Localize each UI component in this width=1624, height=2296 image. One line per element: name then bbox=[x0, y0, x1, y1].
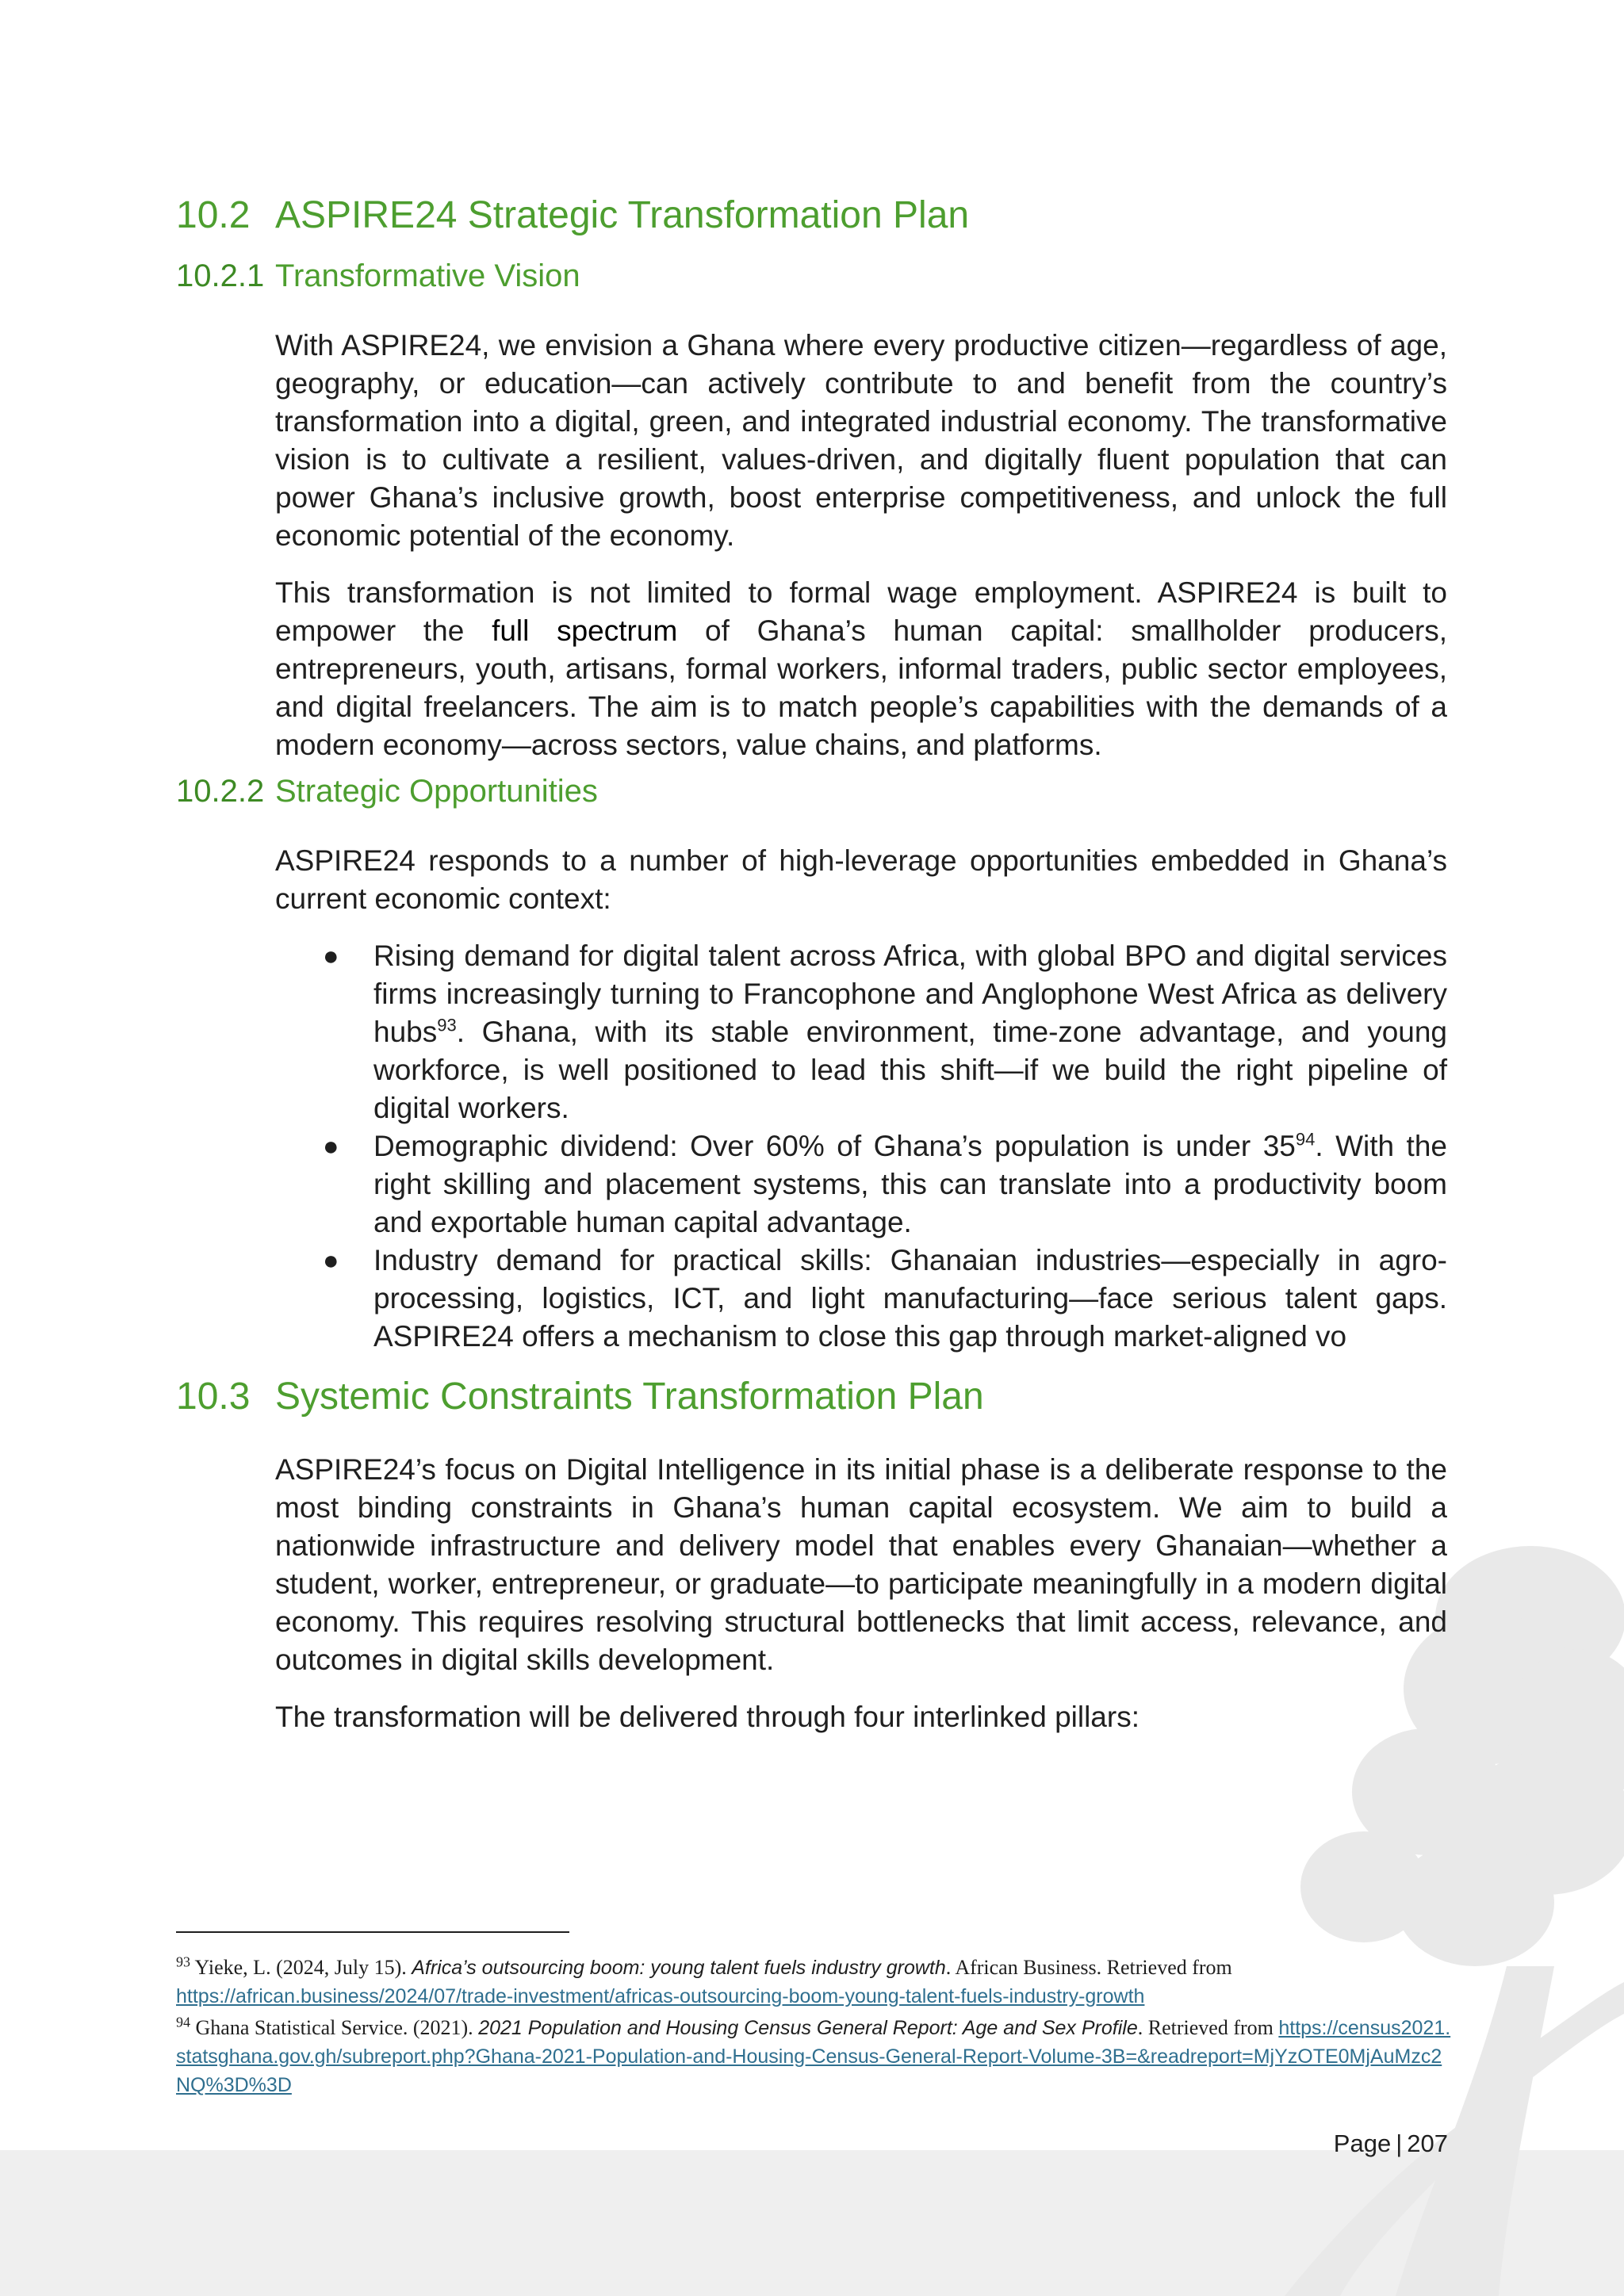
subsection-title: Strategic Opportunities bbox=[275, 774, 598, 809]
text-run: of Ghana’s human capital: smallholder producers, entrepreneurs, youth, artisans, formal workers, informal traders, public sector employees, and digital freelancers. The aim is to match people’s capabilities with the demands of a modern economy—across sectors, value chains, and platforms. bbox=[275, 614, 1448, 761]
footnote-ref: 93 bbox=[437, 1015, 457, 1035]
section-number: 10.3 bbox=[176, 1376, 251, 1418]
footnote-ref: 94 bbox=[1295, 1129, 1316, 1150]
subsection-number: 10.2.2 bbox=[176, 774, 265, 809]
section-heading-10-3 bbox=[176, 1375, 984, 1418]
list-item bbox=[275, 1242, 1447, 1356]
subsection-number: 10.2.1 bbox=[176, 258, 265, 293]
text-run: Demographic dividend: Over 60% of Ghana’s population is under 35 bbox=[373, 1130, 1296, 1162]
footnote-separator bbox=[176, 1931, 569, 1933]
page-value: 207 bbox=[1407, 2130, 1448, 2157]
footnote-number: 93 bbox=[176, 1954, 190, 1970]
text-run: . African Business. Retrieved from bbox=[945, 1956, 1232, 1979]
page-number bbox=[1334, 2130, 1448, 2158]
source-link[interactable]: https://african.business/2024/07/trade-investment/africas-outsourcing-boom-young-talent-fuels-industry-growth bbox=[176, 1985, 1145, 2007]
list-item bbox=[275, 1127, 1447, 1242]
section-title: Systemic Constraints Transformation Plan bbox=[275, 1376, 984, 1418]
opportunities-intro: ASPIRE24 responds to a number of high-leverage opportunities embedded in Ghana’s current economic context: bbox=[275, 844, 1447, 915]
subsection-heading-10-2-2 bbox=[176, 774, 598, 809]
vision-paragraph-2 bbox=[275, 574, 1447, 764]
footnote-94 bbox=[176, 2014, 1453, 2099]
section-number: 10.2 bbox=[176, 194, 251, 236]
list-item bbox=[275, 937, 1447, 1127]
text-run: Industry demand for practical skills: Ghanaian industries—especially in agro-processing, logistics, ICT, and light manufacturing—face serious talent gaps. ASPIRE24 offers a mechanism to close this gap through market-aligned vo bbox=[373, 1244, 1447, 1353]
bullet-icon: ● bbox=[323, 1131, 339, 1161]
source-link[interactable]: https://census2021.statsghana.gov.gh/subreport.php?Ghana-2021-Population-and-Housing-Census-General-Report-Volume-3B=&readreport=MjYzOTE0MjAuMzc2NQ%3D%3D bbox=[176, 2017, 1451, 2096]
footnote-number: 94 bbox=[176, 2014, 190, 2030]
text-run: Ghana Statistical Service. (2021). bbox=[190, 2016, 479, 2039]
opportunities-list bbox=[275, 937, 1447, 1356]
constraints-paragraph-2: The transformation will be delivered through four interlinked pillars: bbox=[275, 1701, 1139, 1733]
text-run: . With the right skilling and placement systems, this can translate into a productivity boom and exportable human capital advantage. bbox=[373, 1130, 1447, 1238]
subsection-heading-10-2-1 bbox=[176, 258, 580, 294]
page-label: Page bbox=[1333, 2130, 1392, 2157]
text-run: Yieke, L. (2024, July 15). bbox=[190, 1956, 412, 1979]
bullet-icon: ● bbox=[323, 941, 339, 971]
subsection-title: Transformative Vision bbox=[275, 258, 580, 293]
section-heading-10-2 bbox=[176, 193, 969, 237]
text-run: Rising demand for digital talent across Africa, with global BPO and digital services firms increasingly turning to Francophone and Anglophone West Africa as delivery hubs bbox=[373, 939, 1447, 1048]
text-run: . Retrieved from bbox=[1137, 2016, 1279, 2039]
page-separator: | bbox=[1396, 2130, 1403, 2157]
highlighted-term: full spectrum bbox=[492, 614, 678, 647]
text-run: This transformation is not limited to formal wage employment. ASPIRE24 is built to empower the bbox=[275, 576, 1447, 647]
source-title: 2021 Population and Housing Census General Report: Age and Sex Profile bbox=[478, 2017, 1138, 2039]
constraints-paragraph-1: ASPIRE24’s focus on Digital Intelligence in its initial phase is a deliberate response to the most binding constraints in Ghana’s human capital ecosystem. We aim to build a nationwide infrastructure and delivery model that enables every Ghanaian—whether a student, worker, entrepreneur, or graduate—to participate meaningfully in a modern digital economy. This requires resolving structural bottlenecks that limit access, relevance, and outcomes in digital skills development. bbox=[275, 1453, 1447, 1676]
footnote-93 bbox=[176, 1954, 1453, 2011]
text-run: . Ghana, with its stable environment, time-zone advantage, and young workforce, is well positioned to lead this shift—if we build the right pipeline of digital workers. bbox=[373, 1016, 1447, 1124]
source-title: Africa’s outsourcing boom: young talent fuels industry growth bbox=[412, 1957, 946, 1979]
section-title: ASPIRE24 Strategic Transformation Plan bbox=[275, 194, 970, 236]
vision-paragraph-1: With ASPIRE24, we envision a Ghana where every productive citizen—regardless of age, geography, or education—can actively contribute to and benefit from the country’s transformation into a digital, green, and integrated industrial economy. The transformative vision is to cultivate a resilient, values-driven, and digitally fluent population that can power Ghana’s inclusive growth, boost enterprise competitiveness, and unlock the full economic potential of the economy. bbox=[275, 329, 1447, 552]
bullet-icon: ● bbox=[323, 1246, 339, 1276]
